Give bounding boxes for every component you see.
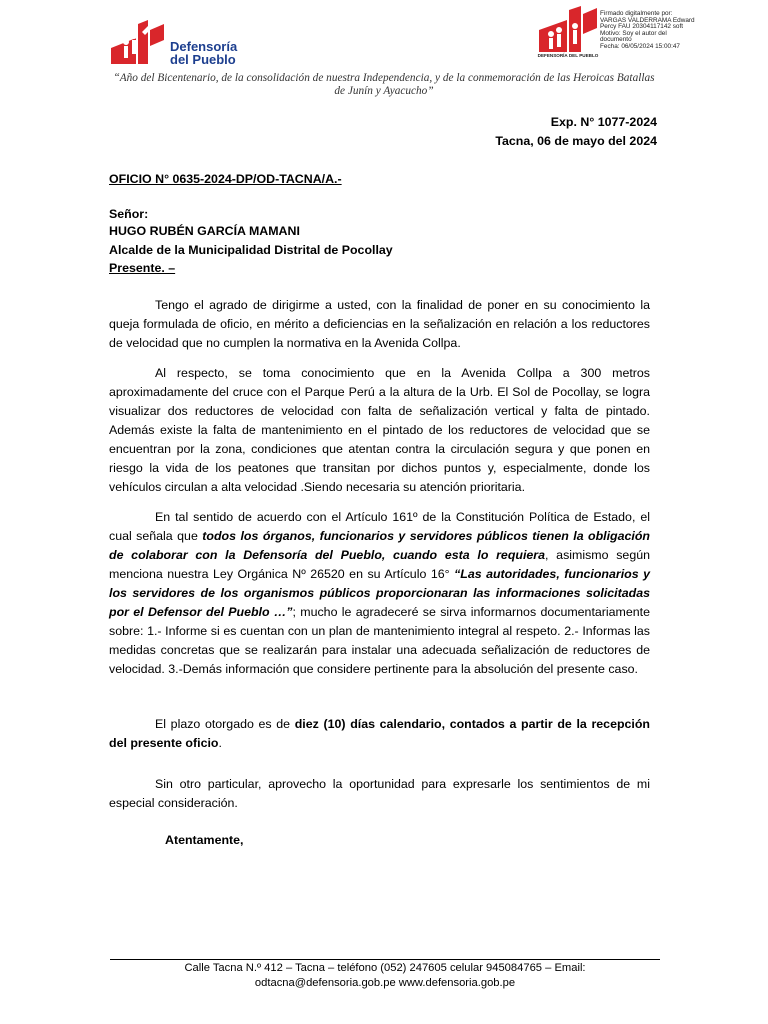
- footer-address: Calle Tacna N.º 412 – Tacna – teléfono (052) 247605 celular 945084765 – Email:: [184, 962, 586, 974]
- constitution-quote: todos los órganos, funcionarios y servidores públicos tienen la obligación de colaborar con la Defensoría del Pueblo, cuando esta lo requiera: [109, 529, 650, 562]
- expediente: Exp. N° 1077-2024: [550, 115, 657, 129]
- place-date: Tacna, 06 de mayo del 2024: [495, 134, 657, 148]
- logo-line2: del Pueblo: [170, 52, 236, 67]
- signature-seal: [537, 6, 599, 60]
- deadline: diez (10) días calendario, contados a partir de la recepción del presente oficio: [109, 717, 650, 750]
- footer-divider: [110, 959, 660, 960]
- logo-line1: Defensoría: [170, 39, 238, 54]
- paragraph-1: Tengo el agrado de dirigirme a usted, con la finalidad de poner en su conocimiento la queja formulada de oficio, en mérito a deficiencias en la señalización en relación a los reductores de velocidad que no cumplen la normativa en la Avenida Collpa.: [109, 298, 650, 350]
- footer-contact: odtacna@defensoria.gob.pe www.defensoria.gob.pe: [254, 977, 516, 989]
- paragraph-5: Sin otro particular, aprovecho la oportunidad para expresarle los sentimientos de mi especial consideración.: [109, 777, 650, 810]
- recipient-name: HUGO RUBÉN GARCÍA MAMANI: [109, 224, 300, 238]
- motto: “Año del Bicentenario, de la consolidación de nuestra Independencia, y de la conmemoración de las Heroicas Batallas de Junín y Ayacucho”: [113, 72, 655, 97]
- logo-emblem-icon: [108, 20, 168, 66]
- oficio-number: OFICIO N° 0635-2024-DP/OD-TACNA/A.-: [109, 172, 342, 186]
- paragraph-4: El plazo otorgado es de diez (10) días calendario, contados a partir de la recepción del presente oficio.: [109, 717, 650, 750]
- seal-caption: DEFENSORÍA DEL PUEBLO: [537, 53, 599, 58]
- defensoria-logo: [108, 20, 248, 68]
- law-quote: “Las autoridades, funcionarios y los servidores de los organismos públicos proporcionaran las informaciones solicitadas por el Defensor del Pueblo …”: [109, 567, 650, 619]
- presente: Presente. –: [109, 261, 176, 275]
- paragraph-3: En tal sentido de acuerdo con el Artículo 161º de la Constitución Política de Estado, el cual señala que todos los órganos, funcionarios y servidores públicos tienen la obligación de colaborar con la Defensoría del Pueblo, cuando esta lo requiera, asimismo según menciona nuestra Ley Orgánica Nº 26520 en su Artículo 16° “Las autoridades, funcionarios y los servidores de los organismos públicos proporcionaran las informaciones solicitadas por el Defensor del Pueblo …”; mucho le agradeceré se sirva informarnos documentariamente sobre: 1.- Informe si es cuentan con un plan de mantenimiento integral al respeto. 2.- Informas las medidas concretas que se realizarán para instalar una adecuada señalización de reductores de velocidad. 3.-Demás información que considere pertinente para la absolución del presente caso.: [109, 510, 650, 676]
- recipient-position: Alcalde de la Municipalidad Distrital de Pocollay: [109, 243, 393, 257]
- salutation: Señor:: [109, 207, 149, 221]
- signature-text: Firmado digitalmente por: VARGAS VALDERRAMA Edward Percy FAU 20304117142 soft Motivo: Soy el autor del documento Fecha: 06/05/2024 15:00:47: [600, 10, 695, 50]
- closing: Atentamente,: [165, 833, 244, 847]
- seal-emblem-icon: [537, 6, 599, 52]
- paragraph-2: Al respecto, se toma conocimiento que en la Avenida Collpa a 300 metros aproximadamente del cruce con el Parque Perú a la altura de la Urb. El Sol de Pocollay, se logra visualizar dos reductores de velocidad con falta de señalización vertical y falta de pintado. Además existe la falta de mantenimiento en el pintado de los reductores de velocidad que se encuentran por la zona, condiciones que atentan contra la circulación segura y que ponen en riesgo la vida de los peatones que transitan por dichos puntos y, especialmente, donde los vehículos circulan a alta velocidad .Siendo necesaria su atención prioritaria.: [109, 366, 650, 494]
